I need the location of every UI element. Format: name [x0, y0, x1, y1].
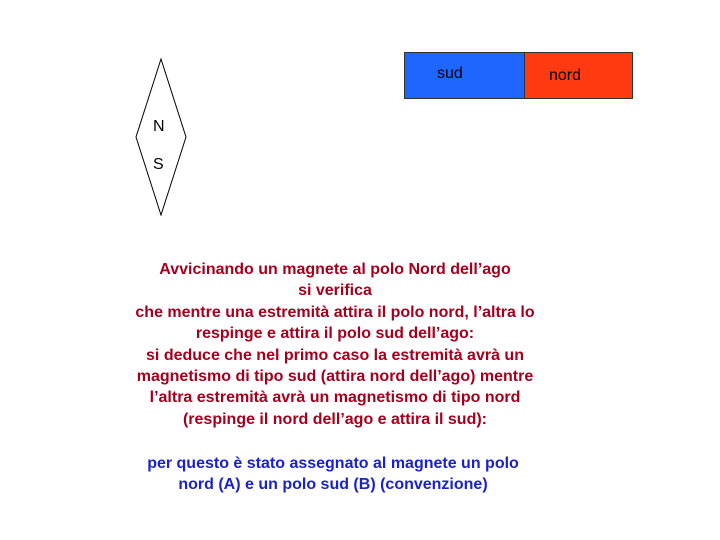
magnet-south-pole: [405, 53, 525, 98]
magnet-south-label: sud: [437, 65, 463, 82]
compass-needle: [135, 58, 187, 216]
needle-diamond: [136, 59, 186, 215]
needle-north-label: N: [153, 118, 165, 135]
needle-south-label: S: [153, 156, 164, 173]
conclusion-text: per questo è stato assegnato al magnete un polo nord (A) e un polo sud (B) (convenzione): [147, 455, 519, 494]
explanation-text: Avvicinando un magnete al polo Nord dell’ago si verifica che mentre una estremità attira il polo nord, l’altra lo respinge e attira il polo sud dell’ago: si deduce che nel primo caso la estremità avrà un magnetismo di tipo sud (attira nord dell’ago) mentre l’altra estremità avrà un magnetismo di tipo nord (respinge il nord dell’ago e attira il sud):: [135, 261, 535, 428]
magnet-north-label: nord: [549, 67, 582, 84]
bar-magnet: [404, 52, 633, 99]
magnet-north-pole: [525, 53, 632, 98]
